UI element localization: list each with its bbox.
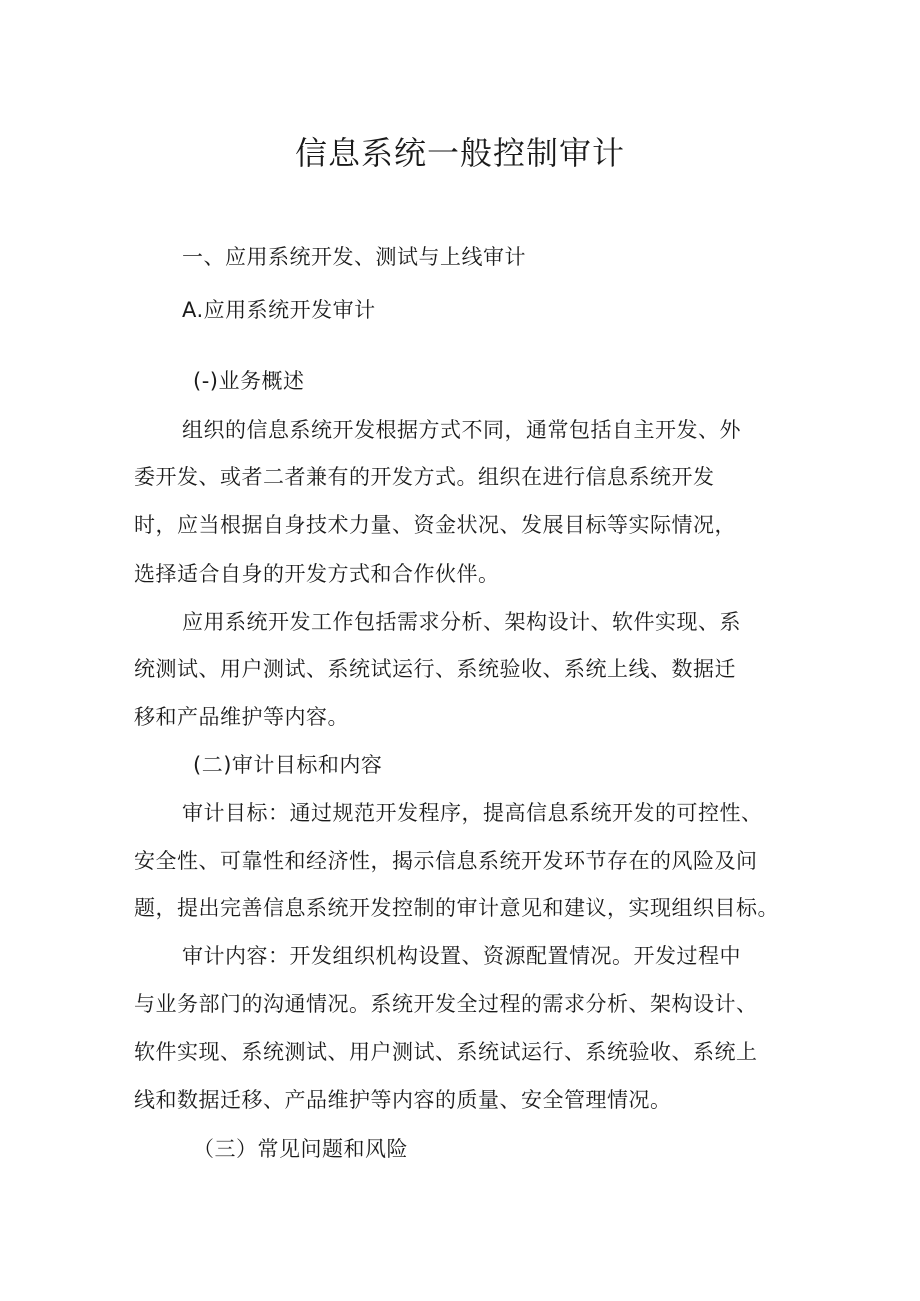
subheading: (二)审计目标和内容 bbox=[193, 753, 383, 777]
subheading: （三）常见问题和风险 bbox=[193, 1137, 408, 1161]
paragraph-line: 线和数据迁移、产品维护等内容的质量、安全管理情况。 bbox=[134, 1088, 672, 1112]
paragraph-line: 移和产品维护等内容。 bbox=[134, 705, 349, 729]
paragraph-line: 软件实现、系统测试、用户测试、系统试运行、系统验收、系统上 bbox=[134, 1040, 758, 1064]
paragraph-line: 审计目标：通过规范开发程序，提高信息系统开发的可控性、 bbox=[182, 801, 763, 825]
subsection-heading: A.应用系统开发审计 bbox=[182, 298, 376, 322]
paragraph-line: 统测试、用户测试、系统试运行、系统验收、系统上线、数据迁 bbox=[134, 657, 736, 681]
paragraph-line: 与业务部门的沟通情况。系统开发全过程的需求分析、架构设计、 bbox=[134, 992, 758, 1016]
paragraph-line: 组织的信息系统开发根据方式不同，通常包括自主开发、外 bbox=[182, 418, 741, 442]
document-title: 信息系统一般控制审计 bbox=[294, 134, 625, 172]
paragraph-line: 安全性、可靠性和经济性，揭示信息系统开发环节存在的风险及问 bbox=[134, 849, 758, 873]
paragraph-line: 时，应当根据自身技术力量、资金状况、发展目标等实际情况， bbox=[134, 513, 736, 537]
section-heading: 一、应用系统开发、测试与上线审计 bbox=[182, 245, 526, 269]
paragraph-line: 审计内容：开发组织机构设置、资源配置情况。开发过程中 bbox=[182, 944, 741, 968]
paragraph-line: 委开发、或者二者兼有的开发方式。组织在进行信息系统开发 bbox=[134, 465, 715, 489]
subheading: (-)业务概述 bbox=[193, 369, 305, 393]
paragraph-line: 选择适合自身的开发方式和合作伙伴。 bbox=[134, 562, 500, 586]
paragraph-line: 题，提出完善信息系统开发控制的审计意见和建议，实现组织目标。 bbox=[134, 896, 779, 920]
paragraph-line: 应用系统开发工作包括需求分析、架构设计、软件实现、系 bbox=[182, 610, 741, 634]
